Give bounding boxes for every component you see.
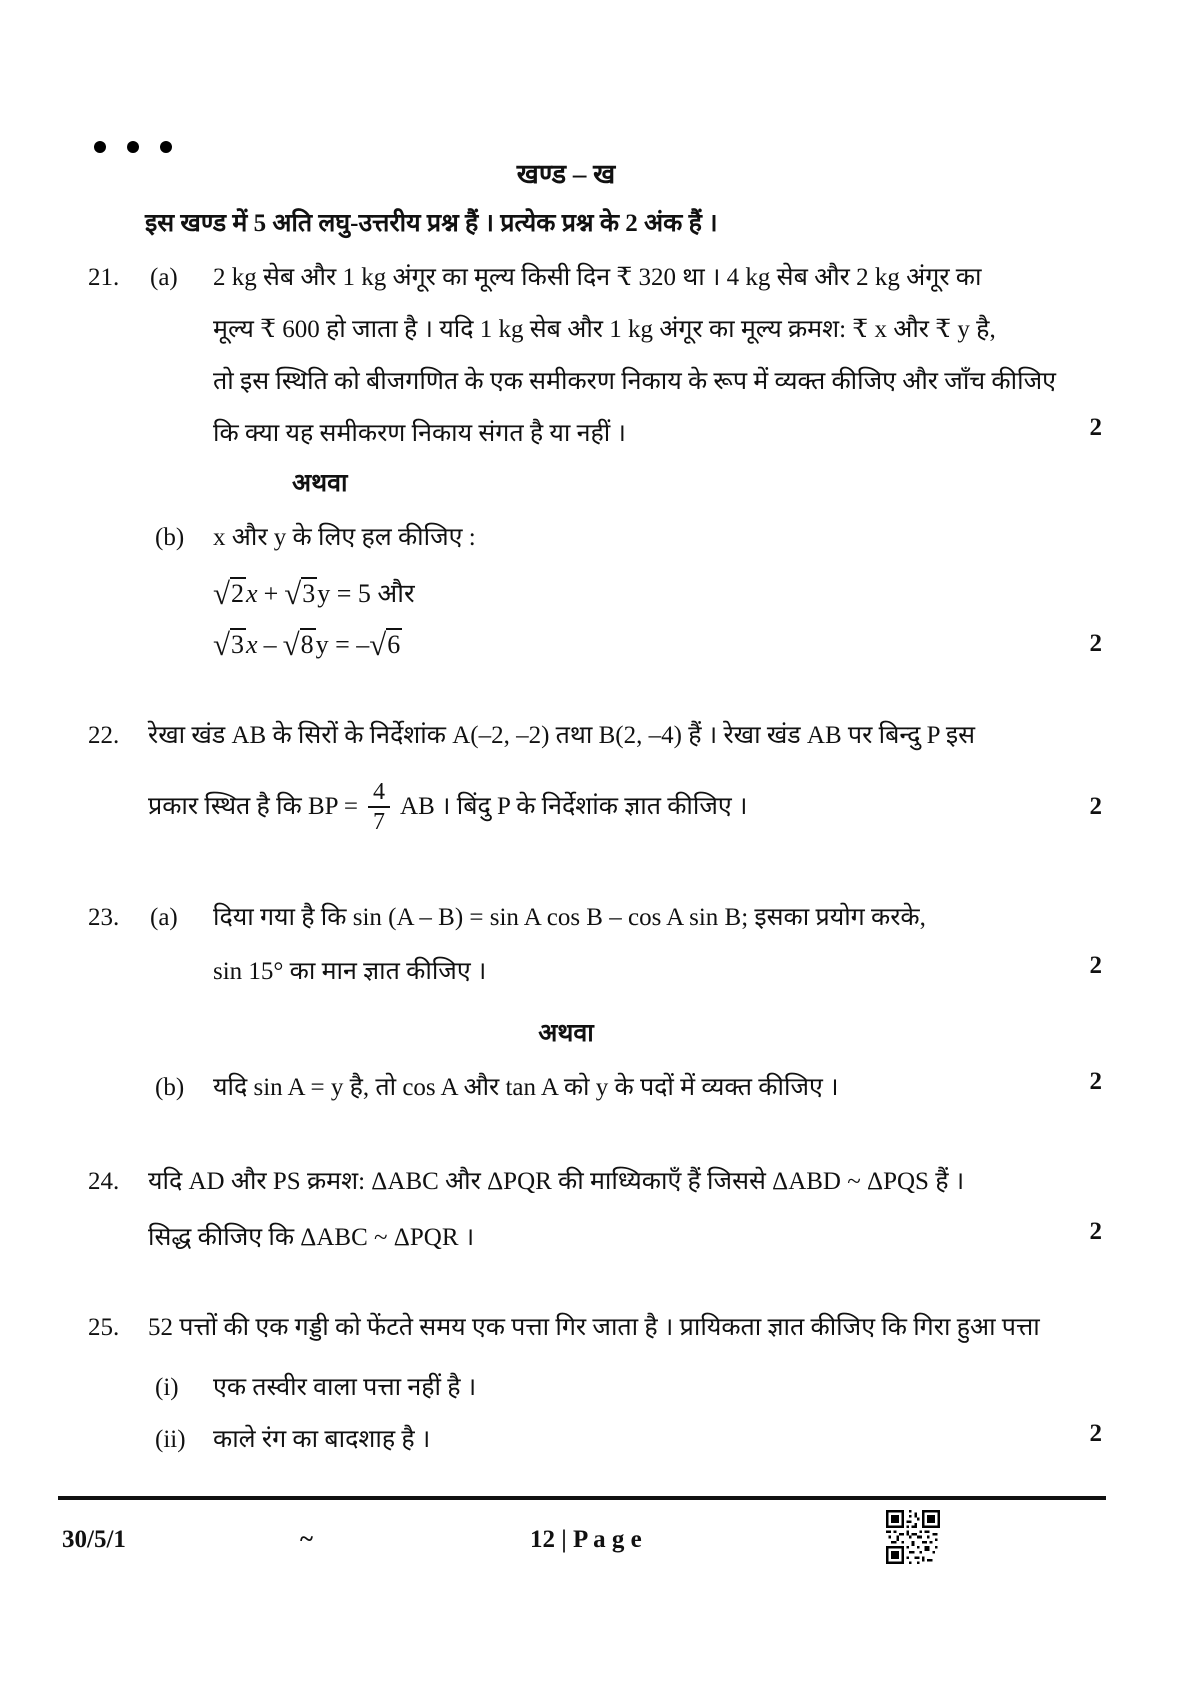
footer-rule [58, 1496, 1106, 1500]
q23b-line: यदि sin A = y है, तो cos A और tan A को y के पदों में व्यक्त कीजिए । [213, 1074, 839, 1101]
sqrt-icon: √ [213, 627, 231, 662]
sqrt-icon: √ [282, 627, 300, 662]
q25-marks: 2 [1089, 1420, 1102, 1447]
q21a-line3: तो इस स्थिति को बीजगणित के एक समीकरण निकाय के रूप में व्यक्त कीजिए और जाँच कीजिए [213, 368, 1056, 395]
q25-i-text: एक तस्वीर वाला पत्ता नहीं है । [213, 1374, 477, 1401]
radicand: 2 [231, 579, 245, 608]
q21b-intro: x और y के लिए हल कीजिए : [213, 524, 476, 551]
radicand: 3 [231, 630, 245, 659]
equation-rhs: = 5 और [336, 579, 415, 608]
q23a-line2: sin 15° का मान ज्ञात कीजिए । [213, 958, 487, 985]
operator: – [263, 630, 277, 659]
q24-marks: 2 [1089, 1218, 1102, 1245]
q23b-label: (b) [155, 1074, 185, 1101]
radicand: 6 [387, 630, 401, 659]
q23a-marks: 2 [1089, 952, 1102, 979]
q25-ii-text: काले रंग का बादशाह है । [213, 1426, 431, 1453]
qr-code [886, 1510, 940, 1569]
radicand: 8 [300, 630, 314, 659]
radicand: 3 [302, 579, 316, 608]
q23-or-label: अथवा [538, 1020, 594, 1047]
operator: + [263, 579, 279, 608]
footer-paper-code: 30/5/1 [62, 1526, 126, 1553]
section-instruction: इस खण्ड में 5 अति लघु-उत्तरीय प्रश्न हैं । प्रत्येक प्रश्न के 2 अंक हैं । [145, 210, 718, 237]
sqrt-icon: √ [213, 576, 231, 611]
q24-line1: यदि AD और PS क्रमश: ΔABC और ΔPQR की माध्यिकाएँ हैं जिससे ΔABD ~ ΔPQS हैं । [148, 1168, 965, 1195]
q25-number: 25. [88, 1314, 120, 1341]
q22-line2-post: AB । बिंदु P के निर्देशांक ज्ञात कीजिए । [400, 793, 748, 820]
q25-ii-label: (ii) [155, 1426, 186, 1453]
q21a-line2: मूल्य ₹ 600 हो जाता है । यदि 1 kg सेब और 1 kg अंगूर का मूल्य क्रमश: ₹ x और ₹ y है, [213, 316, 996, 343]
fraction-denominator: 7 [373, 809, 386, 835]
q21a-label: (a) [150, 264, 178, 291]
q21a-line4: कि क्या यह समीकरण निकाय संगत है या नहीं । [213, 420, 626, 447]
q25-line1: 52 पत्तों की एक गड्डी को फेंटते समय एक पत्ता गिर जाता है । प्रायिकता ज्ञात कीजिए कि गिरा हुआ पत्ता [148, 1314, 1040, 1341]
fraction-numerator: 4 [368, 778, 390, 808]
equation-rhs: = – [335, 630, 370, 659]
q23-number: 23. [88, 904, 120, 931]
q21b-label: (b) [155, 524, 185, 551]
q23a-label: (a) [150, 904, 178, 931]
fraction [368, 778, 390, 836]
q24-line2: सिद्ध कीजिए कि ΔABC ~ ΔPQR । [148, 1224, 475, 1251]
q21a-line1: 2 kg सेब और 1 kg अंगूर का मूल्य किसी दिन ₹ 320 था । 4 kg सेब और 2 kg अंगूर का [213, 264, 982, 291]
q24-number: 24. [88, 1168, 120, 1195]
q22-marks: 2 [1089, 793, 1102, 820]
variable-y: y [315, 630, 329, 659]
q23a-line1: दिया गया है कि sin (A – B) = sin A cos B – cos A sin B; इसका प्रयोग करके, [213, 904, 926, 931]
q21b-equation2 [213, 627, 402, 662]
variable-x: x [246, 579, 258, 608]
q22-number: 22. [88, 722, 120, 749]
sqrt-icon: √ [284, 576, 302, 611]
q21-number: 21. [88, 264, 120, 291]
q21a-marks: 2 [1089, 414, 1102, 441]
q22-line2-pre: प्रकार स्थित है कि BP = [148, 793, 359, 820]
footer-page-label: 12 | P a g e [530, 1526, 642, 1553]
q22-line2 [148, 778, 747, 836]
section-title: खण्ड – ख [516, 159, 616, 189]
q22-line1: रेखा खंड AB के सिरों के निर्देशांक A(–2, –2) तथा B(2, –4) हैं । रेखा खंड AB पर बिन्दु P इस [148, 722, 975, 749]
variable-x: x [246, 630, 258, 659]
sqrt-icon: √ [369, 627, 387, 662]
q25-i-label: (i) [155, 1374, 179, 1401]
variable-y: y [317, 579, 331, 608]
q21b-equation1 [213, 574, 415, 610]
q21-or-label: अथवा [292, 470, 348, 497]
q21b-marks: 2 [1089, 630, 1102, 657]
footer-tilde: ~ [300, 1526, 314, 1553]
q23b-marks: 2 [1089, 1068, 1102, 1095]
